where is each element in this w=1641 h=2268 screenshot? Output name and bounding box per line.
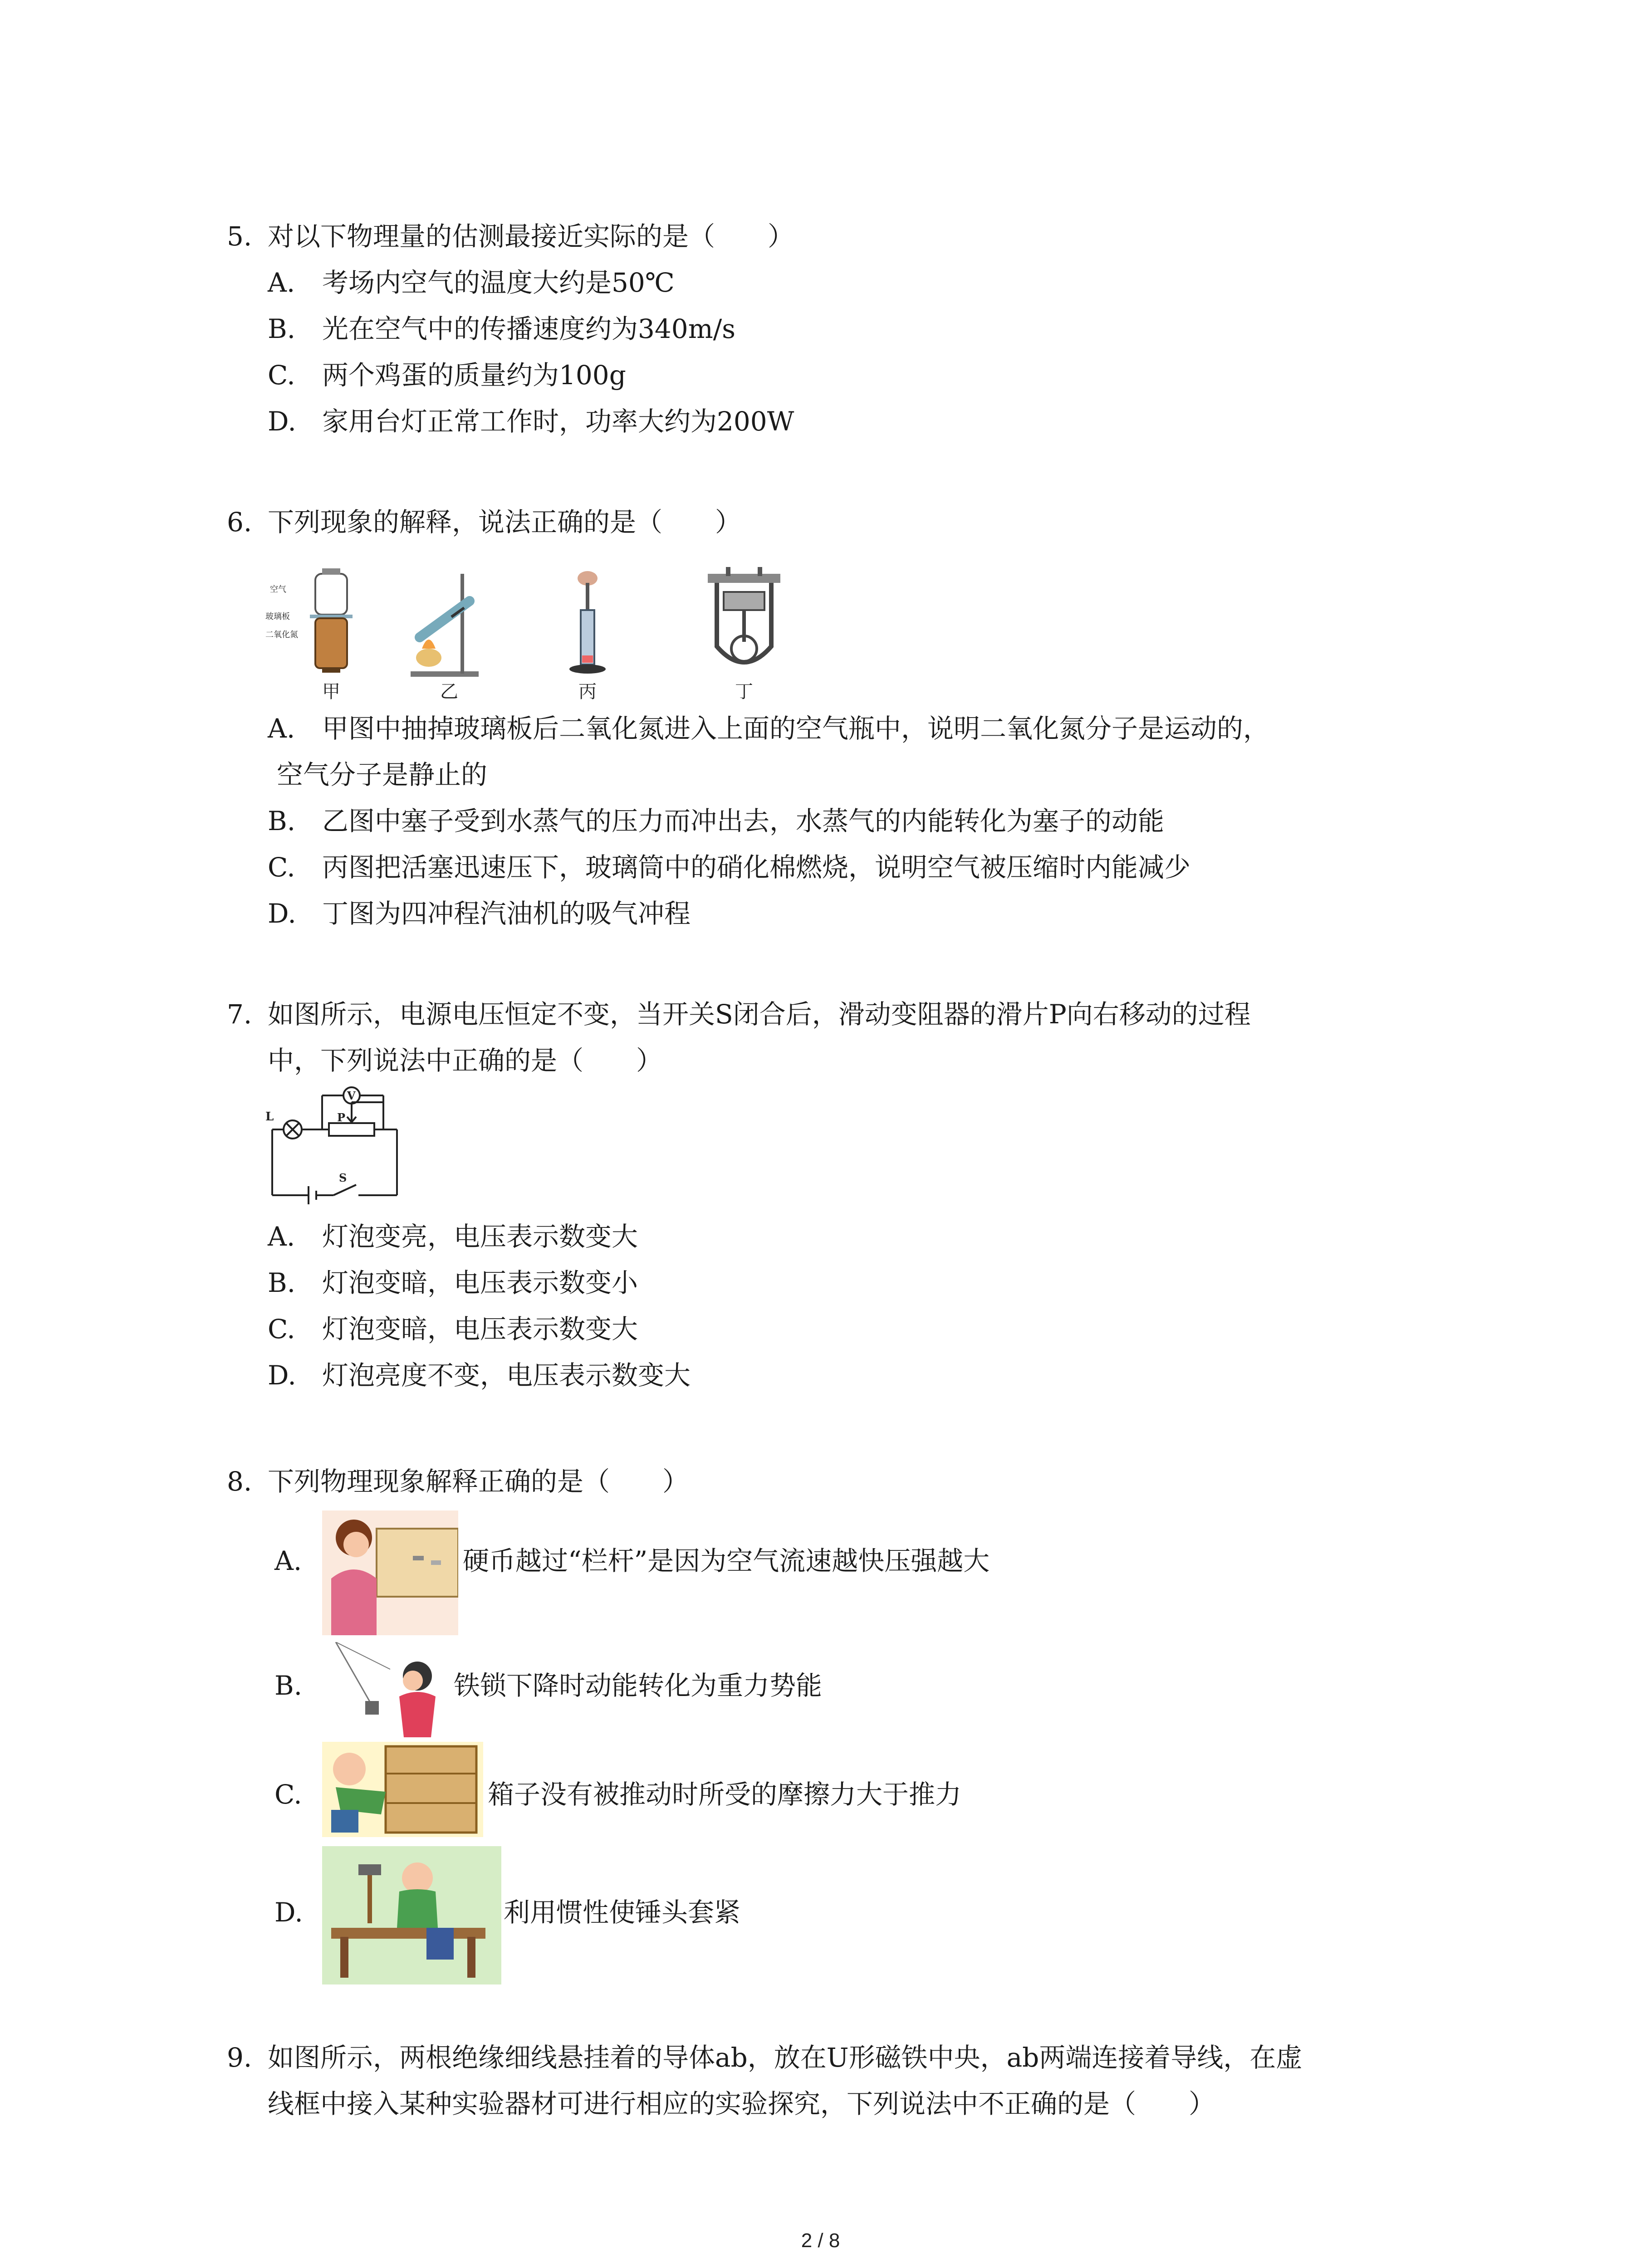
question-5-text: 对以下物理量的估测最接近实际的是（ ）	[268, 221, 794, 252]
question-8-number: 8.	[227, 1466, 252, 1497]
option-5c[interactable]	[227, 352, 1461, 398]
question-7-text: 如图所示，电源电压恒定不变，当开关S闭合后，滑动变阻器的滑片P向右移动的过程	[268, 999, 1251, 1030]
question-7-number: 7.	[227, 999, 252, 1030]
option-letter: A.	[268, 1221, 295, 1252]
question-6-stem	[227, 499, 1461, 545]
question-5	[227, 213, 1461, 445]
option-text: 光在空气中的传播速度约为340m/s	[322, 313, 736, 344]
option-letter: A.	[268, 713, 295, 744]
option-7a[interactable]	[227, 1213, 1461, 1260]
question-8-text: 下列物理现象解释正确的是（ ）	[268, 1466, 689, 1497]
q6-figure	[265, 565, 801, 701]
option-8c-text[interactable]: 箱子没有被推动时所受的摩擦力大于推力	[488, 1779, 962, 1810]
option-text: 甲图中抽掉玻璃板后二氧化氮进入上面的空气瓶中，说明二氧化氮分子是运动的，	[322, 713, 1270, 744]
option-text: 灯泡变暗，电压表示数变小	[322, 1267, 638, 1298]
coin-jump-picture	[322, 1510, 458, 1635]
option-6b[interactable]	[227, 798, 1461, 844]
option-7c[interactable]	[227, 1306, 1461, 1352]
option-letter: B.	[268, 313, 296, 344]
option-text: 家用台灯正常工作时，功率大约为200W	[322, 406, 794, 437]
jar-label-glass: 玻璃板	[265, 612, 290, 621]
question-6	[227, 499, 1461, 545]
option-letter: B.	[268, 806, 296, 836]
question-9-number: 9.	[227, 2042, 252, 2073]
page-number: 2 / 8	[801, 2229, 840, 2252]
figure-label-ding: 丁	[735, 681, 753, 702]
option-7b[interactable]	[227, 1260, 1461, 1306]
question-9-text-cont: 线框中接入某种实验器材可进行相应的实验探究，下列说法中不正确的是（ ）	[268, 2088, 1215, 2119]
option-8d-letter: D.	[274, 1897, 303, 1928]
question-9-text: 如图所示，两根绝缘细线悬挂着的导体ab，放在U形磁铁中央，ab两端连接着导线，在虚	[268, 2042, 1303, 2073]
option-letter: B.	[268, 1267, 296, 1298]
question-6-number: 6.	[227, 507, 252, 538]
figure-label-yi: 乙	[440, 681, 458, 702]
option-8a-letter: A.	[274, 1545, 302, 1576]
question-5-number: 5.	[227, 221, 252, 252]
option-8b-text[interactable]: 铁锁下降时动能转化为重力势能	[454, 1670, 823, 1701]
circuit-label-v: V	[347, 1089, 356, 1102]
jar-label-air: 空气	[270, 585, 286, 594]
pendulum-lock-picture	[322, 1642, 449, 1737]
test-tube-figure	[402, 565, 492, 683]
option-8a-text[interactable]: 硬币越过“栏杆”是因为空气流速越快压强越大	[463, 1545, 990, 1576]
option-8b-letter: B.	[274, 1670, 303, 1701]
option-6d[interactable]	[227, 890, 1461, 937]
option-letter: D.	[268, 898, 296, 929]
option-6a[interactable]	[227, 705, 1461, 752]
option-text: 乙图中塞子受到水蒸气的压力而冲出去，水蒸气的内能转化为塞子的动能	[322, 806, 1165, 836]
option-8d-text[interactable]: 利用惯性使锤头套紧	[504, 1897, 741, 1928]
circuit-label-l: L	[265, 1110, 274, 1124]
circuit-label-p: P	[337, 1111, 346, 1124]
question-7-text-cont: 中，下列说法中正确的是（ ）	[268, 1045, 663, 1076]
option-letter: C.	[268, 360, 295, 391]
figure-label-jia: 甲	[322, 681, 340, 702]
option-letter: D.	[268, 406, 296, 437]
option-text: 考场内空气的温度大约是50℃	[322, 267, 675, 298]
option-letter: C.	[268, 1314, 295, 1344]
figure-label-bing: 丙	[578, 681, 597, 702]
question-8-stem	[227, 1458, 1461, 1505]
option-text: 丁图为四冲程汽油机的吸气冲程	[322, 898, 691, 929]
circuit-diagram	[265, 1084, 406, 1204]
push-box-picture	[322, 1742, 483, 1837]
option-letter: A.	[268, 267, 295, 298]
question-7-options	[227, 1213, 1461, 1398]
question-9	[227, 2034, 1461, 2127]
option-5d[interactable]	[227, 398, 1461, 445]
jar-diffusion-figure	[265, 565, 365, 683]
question-6-text: 下列现象的解释，说法正确的是（ ）	[268, 507, 742, 538]
option-text: 灯泡变亮，电压表示数变大	[322, 1221, 638, 1252]
question-7-stem	[227, 991, 1461, 1037]
question-9-stem	[227, 2034, 1461, 2081]
option-7d[interactable]	[227, 1352, 1461, 1398]
question-7	[227, 991, 1461, 1084]
option-5b[interactable]	[227, 306, 1461, 352]
jar-label-no2: 二氧化氮	[265, 630, 298, 640]
option-text: 灯泡亮度不变，电压表示数变大	[322, 1360, 691, 1391]
option-6a-cont: 空气分子是静止的	[277, 759, 488, 790]
option-8c-letter: C.	[274, 1779, 302, 1810]
option-5a[interactable]	[227, 259, 1461, 306]
hammer-inertia-picture	[322, 1846, 501, 1984]
option-text: 丙图把活塞迅速压下，玻璃筒中的硝化棉燃烧，说明空气被压缩时内能减少	[322, 852, 1191, 883]
question-8	[227, 1458, 1461, 1505]
question-5-stem	[227, 213, 1461, 259]
option-text: 两个鸡蛋的质量约为100g	[322, 360, 626, 391]
option-text: 灯泡变暗，电压表示数变大	[322, 1314, 638, 1344]
piston-figure	[560, 565, 615, 683]
circuit-label-s: S	[339, 1171, 347, 1184]
option-letter: D.	[268, 1360, 296, 1391]
engine-figure	[699, 565, 789, 683]
option-6c[interactable]	[227, 844, 1461, 890]
option-letter: C.	[268, 852, 295, 883]
question-6-options	[227, 705, 1461, 937]
